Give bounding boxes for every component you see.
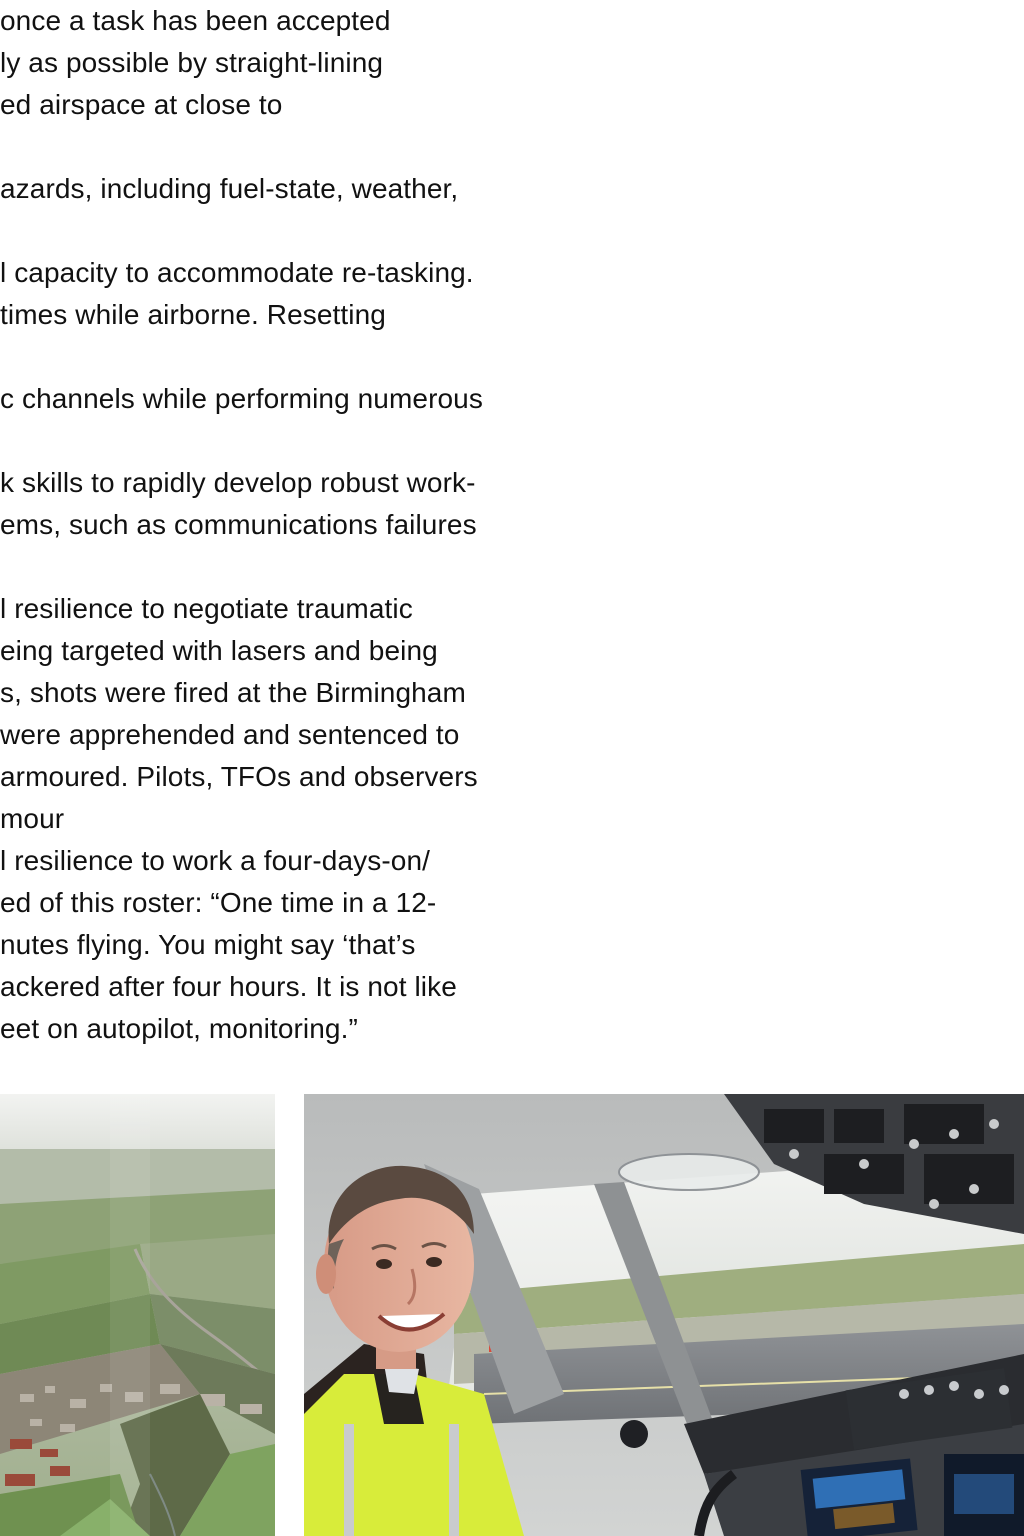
text-line: were apprehended and sentenced to bbox=[0, 719, 460, 750]
text-line: nutes flying. You might say ‘that’s bbox=[0, 929, 416, 960]
text-line: once a task has been accepted bbox=[0, 5, 391, 36]
cockpit-photo bbox=[304, 1094, 1024, 1536]
text-line: ackered after four hours. It is not like bbox=[0, 971, 457, 1002]
text-line: l resilience to negotiate traumatic bbox=[0, 593, 413, 624]
article-body bbox=[0, 0, 600, 1060]
text-line: eet on autopilot, monitoring.” bbox=[0, 1013, 358, 1044]
text-line: armoured. Pilots, TFOs and observers bbox=[0, 761, 478, 792]
text-line: l resilience to work a four-days-on/ bbox=[0, 845, 430, 876]
text-line: s, shots were fired at the Birmingham bbox=[0, 677, 466, 708]
text-line: ly as possible by straight-lining bbox=[0, 47, 384, 78]
text-line: times while airborne. Resetting bbox=[0, 299, 386, 330]
text-line: ed of this roster: “One time in a 12- bbox=[0, 887, 437, 918]
text-line: ed airspace at close to bbox=[0, 89, 283, 120]
text-line: azards, including fuel-state, weather, bbox=[0, 173, 459, 204]
text-line: mour bbox=[0, 803, 65, 834]
text-line: k skills to rapidly develop robust work- bbox=[0, 467, 476, 498]
text-line: ems, such as communications failures bbox=[0, 509, 477, 540]
text-line: eing targeted with lasers and being bbox=[0, 635, 438, 666]
text-line: l capacity to accommodate re-tasking. bbox=[0, 257, 474, 288]
cockpit-photo-image bbox=[304, 1094, 1024, 1536]
aerial-photo bbox=[0, 1094, 275, 1536]
aerial-photo-image bbox=[0, 1094, 275, 1536]
text-line: c channels while performing numerous bbox=[0, 383, 483, 414]
